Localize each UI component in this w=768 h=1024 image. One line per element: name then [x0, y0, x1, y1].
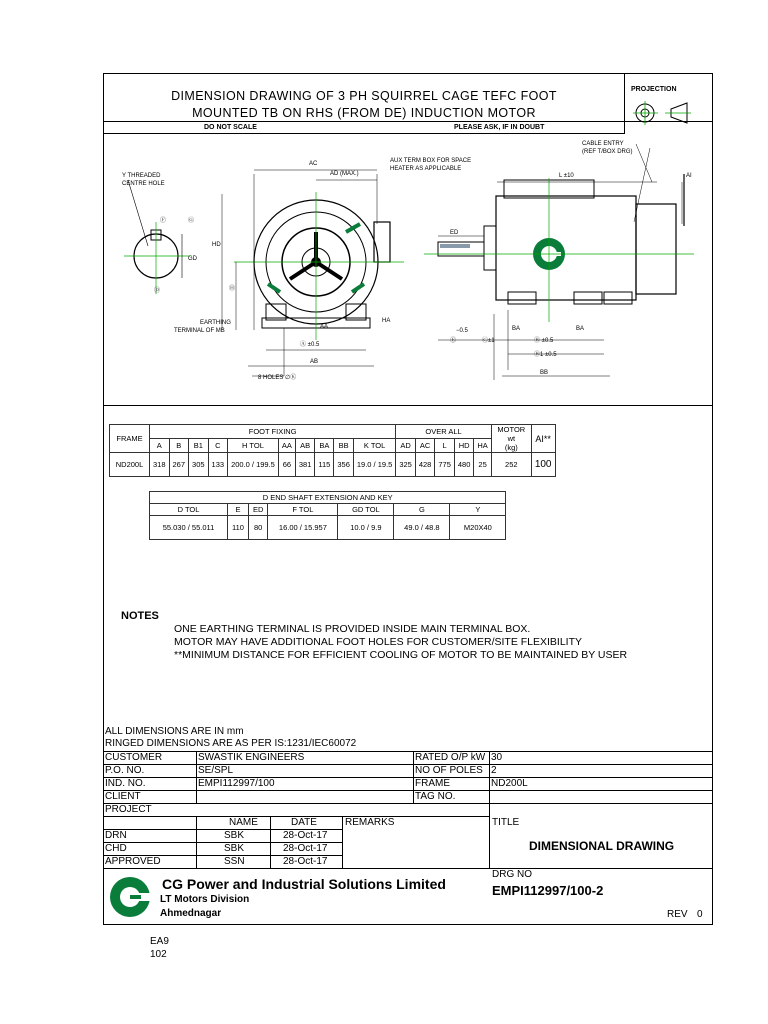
label-e: Ⓔ: [450, 338, 457, 344]
drg-no-value: EMPI112997/100-2: [492, 883, 604, 898]
shaft-end-view: [124, 180, 190, 294]
rated-value: 30: [491, 752, 503, 763]
chd-label: CHD: [105, 843, 127, 854]
col-ed: ED: [248, 504, 267, 516]
projection-box: [624, 74, 712, 134]
label-f: Ⓕ: [160, 218, 167, 224]
drawing-title: [104, 88, 624, 122]
cell-l: 775: [435, 453, 455, 477]
label-b1: Ⓑ1 ±0.5: [534, 352, 557, 358]
scale-note-row: [104, 122, 624, 134]
col-gd-tol: GD TOL: [338, 504, 394, 516]
table-row: [150, 492, 506, 504]
cell-motor-wt: 252: [491, 453, 531, 477]
motor-wt-label: MOTOR wt: [497, 425, 526, 443]
label-l: L ±10: [559, 173, 574, 179]
cell-ac: 428: [415, 453, 435, 477]
cell-b1: 305: [189, 453, 209, 477]
rev-label: REV: [667, 909, 688, 920]
label-earthing-2: TERMINAL OF MB: [174, 328, 225, 334]
table-row: [150, 504, 506, 516]
label-aa: AA: [320, 324, 329, 330]
projection-symbol-icon: [631, 98, 707, 128]
col-b: B: [169, 439, 189, 453]
over-all-header: OVER ALL: [396, 425, 491, 439]
client-label: CLIENT: [105, 791, 141, 802]
drawing-sheet: [103, 73, 713, 925]
col-k-tol: K TOL: [353, 439, 395, 453]
ringed-dims-note: RINGED DIMENSIONS ARE AS PER IS:1231/IEC60072: [105, 738, 357, 749]
col-ha: HA: [474, 439, 491, 453]
label-a: Ⓐ ±0.5: [300, 342, 320, 348]
col-h-tol: H TOL: [228, 439, 279, 453]
cell-gd-tol: 10.0 / 9.9: [338, 516, 394, 540]
label-ac: AC: [309, 161, 318, 167]
label-h: Ⓗ: [229, 286, 236, 292]
cell-ai: 100: [531, 453, 555, 477]
label-ab: AB: [310, 359, 319, 365]
motor-drawing-svg: [104, 134, 712, 406]
col-ba: BA: [315, 439, 334, 453]
table-row: [150, 516, 506, 540]
col-a: A: [150, 439, 170, 453]
cell-b: 267: [169, 453, 189, 477]
drn-label: DRN: [105, 830, 127, 841]
cell-ha: 25: [474, 453, 491, 477]
motor-wt-header: [491, 425, 531, 453]
label-earthing-1: EARTHING: [200, 320, 231, 326]
projection-label: PROJECTION: [631, 86, 677, 93]
col-hd: HD: [454, 439, 474, 453]
table-row: [110, 425, 556, 439]
label-ha: HA: [382, 318, 391, 324]
poles-value: 2: [491, 765, 497, 776]
cell-k-tol: 19.0 / 19.5: [353, 453, 395, 477]
frame-value: ND200L: [491, 778, 528, 789]
note-line-1: ONE EARTHING TERMINAL IS PROVIDED INSIDE MAIN TERMINAL BOX.: [174, 623, 531, 635]
shaft-table-title: D END SHAFT EXTENSION AND KEY: [150, 492, 506, 504]
label-bb: BB: [540, 370, 549, 376]
col-ac: AC: [415, 439, 435, 453]
please-ask: PLEASE ASK, IF IN DOUBT: [454, 124, 545, 131]
po-label: P.O. NO.: [105, 765, 145, 776]
label-ad-max: AD (MAX.): [330, 171, 359, 177]
drn-name: SBK: [224, 830, 245, 841]
label-cable-entry-1: CABLE ENTRY: [582, 141, 624, 147]
cell-f-tol: 16.00 / 15.957: [268, 516, 338, 540]
approved-label: APPROVED: [105, 856, 161, 867]
cell-y: M20X40: [450, 516, 506, 540]
foot-fixing-table: [109, 424, 556, 477]
title-block: [104, 74, 712, 122]
footer-line-1: EA9: [150, 936, 169, 947]
col-aa: AA: [278, 439, 295, 453]
title-line-1: DIMENSION DRAWING OF 3 PH SQUIRREL CAGE TEFC FOOT: [171, 89, 557, 103]
label-ai: AI: [686, 173, 692, 179]
label-aux-term-2: HEATER AS APPLICABLE: [390, 166, 462, 172]
note-line-2: MOTOR MAY HAVE ADDITIONAL FOOT HOLES FOR CUSTOMER/SITE FLEXIBILITY: [174, 636, 583, 648]
approved-name: SSN: [224, 856, 245, 867]
customer-label: CUSTOMER: [105, 752, 163, 763]
cell-hd: 480: [454, 453, 474, 477]
cell-e: 110: [228, 516, 249, 540]
cell-aa: 66: [278, 453, 295, 477]
cell-c: 133: [208, 453, 228, 477]
remarks-label: REMARKS: [345, 817, 395, 828]
foot-fixing-header: FOOT FIXING: [150, 425, 396, 439]
drg-no-label: DRG NO: [492, 869, 532, 880]
col-c: C: [208, 439, 228, 453]
col-ad: AD: [396, 439, 416, 453]
col-d-tol: D TOL: [150, 504, 228, 516]
cell-ab: 381: [295, 453, 315, 477]
company-city: Ahmednagar: [160, 908, 222, 919]
col-bb: BB: [334, 439, 354, 453]
table-row: [110, 439, 556, 453]
chd-date: 28-Oct-17: [283, 843, 328, 854]
cell-ed: 80: [248, 516, 267, 540]
label-gd: GD: [188, 256, 197, 262]
cell-bb: 356: [334, 453, 354, 477]
cell-a: 318: [150, 453, 170, 477]
label-g: Ⓖ: [188, 218, 195, 224]
customer-value: SWASTIK ENGINEERS: [198, 752, 305, 763]
label-minus-05: −0.5: [456, 328, 468, 334]
all-dims-note: ALL DIMENSIONS ARE IN mm: [105, 726, 244, 737]
col-y: Y: [450, 504, 506, 516]
footer-line-2: 102: [150, 949, 167, 960]
col-e: E: [228, 504, 249, 516]
cell-h-tol: 200.0 / 199.5: [228, 453, 279, 477]
label-hd: HD: [212, 242, 221, 248]
cell-ba: 115: [315, 453, 334, 477]
label-d: Ⓓ: [154, 288, 161, 294]
company-division: LT Motors Division: [160, 894, 250, 905]
col-ab: AB: [295, 439, 315, 453]
label-aux-term-1: AUX TERM BOX FOR SPACE: [390, 158, 472, 164]
frame-label: FRAME: [415, 778, 450, 789]
col-f-tol: F TOL: [268, 504, 338, 516]
poles-label: NO OF POLES: [415, 765, 483, 776]
po-value: SE/SPL: [198, 765, 234, 776]
title-label: TITLE: [492, 817, 520, 828]
company-name: CG Power and Industrial Solutions Limited: [162, 876, 446, 892]
label-b: Ⓑ ±0.5: [534, 338, 554, 344]
project-label: PROJECT: [105, 804, 152, 815]
tag-label: TAG NO.: [415, 791, 456, 802]
ind-label: IND. NO.: [105, 778, 146, 789]
label-y-threaded: Y THREADED: [122, 173, 161, 179]
motor-side-view: [424, 144, 694, 380]
label-cable-entry-2: (REF T/BOX DRG): [582, 149, 633, 155]
cg-logo-icon: [109, 874, 151, 920]
date-label: DATE: [291, 817, 317, 828]
cell-frame: ND200L: [110, 453, 150, 477]
label-ba-1: BA: [512, 326, 521, 332]
title-line-2: MOUNTED TB ON RHS (FROM DE) INDUCTION MOTOR: [192, 106, 536, 120]
approved-date: 28-Oct-17: [283, 856, 328, 867]
label-c: Ⓒ±1: [482, 338, 495, 344]
col-g: G: [394, 504, 450, 516]
note-line-3: **MINIMUM DISTANCE FOR EFFICIENT COOLING OF MOTOR TO BE MAINTAINED BY USER: [174, 649, 628, 661]
do-not-scale: DO NOT SCALE: [204, 124, 257, 131]
motor-drawing: [104, 134, 712, 406]
ind-value: EMPI112997/100: [198, 778, 275, 789]
col-b1: B1: [189, 439, 209, 453]
label-ba-2: BA: [576, 326, 585, 332]
cell-g: 49.0 / 48.8: [394, 516, 450, 540]
motor-wt-unit: (kg): [504, 443, 518, 452]
cell-ad: 325: [396, 453, 416, 477]
label-ed: ED: [450, 230, 459, 236]
drn-date: 28-Oct-17: [283, 830, 328, 841]
col-l: L: [435, 439, 455, 453]
frame-header: FRAME: [110, 425, 150, 453]
title-value: DIMENSIONAL DRAWING: [529, 839, 675, 853]
rev-value: 0: [697, 909, 703, 920]
label-holes: 8 HOLES ∅Ⓚ: [258, 375, 297, 381]
cell-d-tol: 55.030 / 55.011: [150, 516, 228, 540]
rated-label: RATED O/P kW: [415, 752, 486, 763]
notes-heading: NOTES: [121, 610, 159, 622]
chd-name: SBK: [224, 843, 245, 854]
label-centre-hole: CENTRE HOLE: [122, 181, 165, 187]
name-label: NAME: [229, 817, 258, 828]
table-row: [110, 453, 556, 477]
shaft-extension-table: [149, 491, 506, 540]
ai-header: AI**: [531, 425, 555, 453]
